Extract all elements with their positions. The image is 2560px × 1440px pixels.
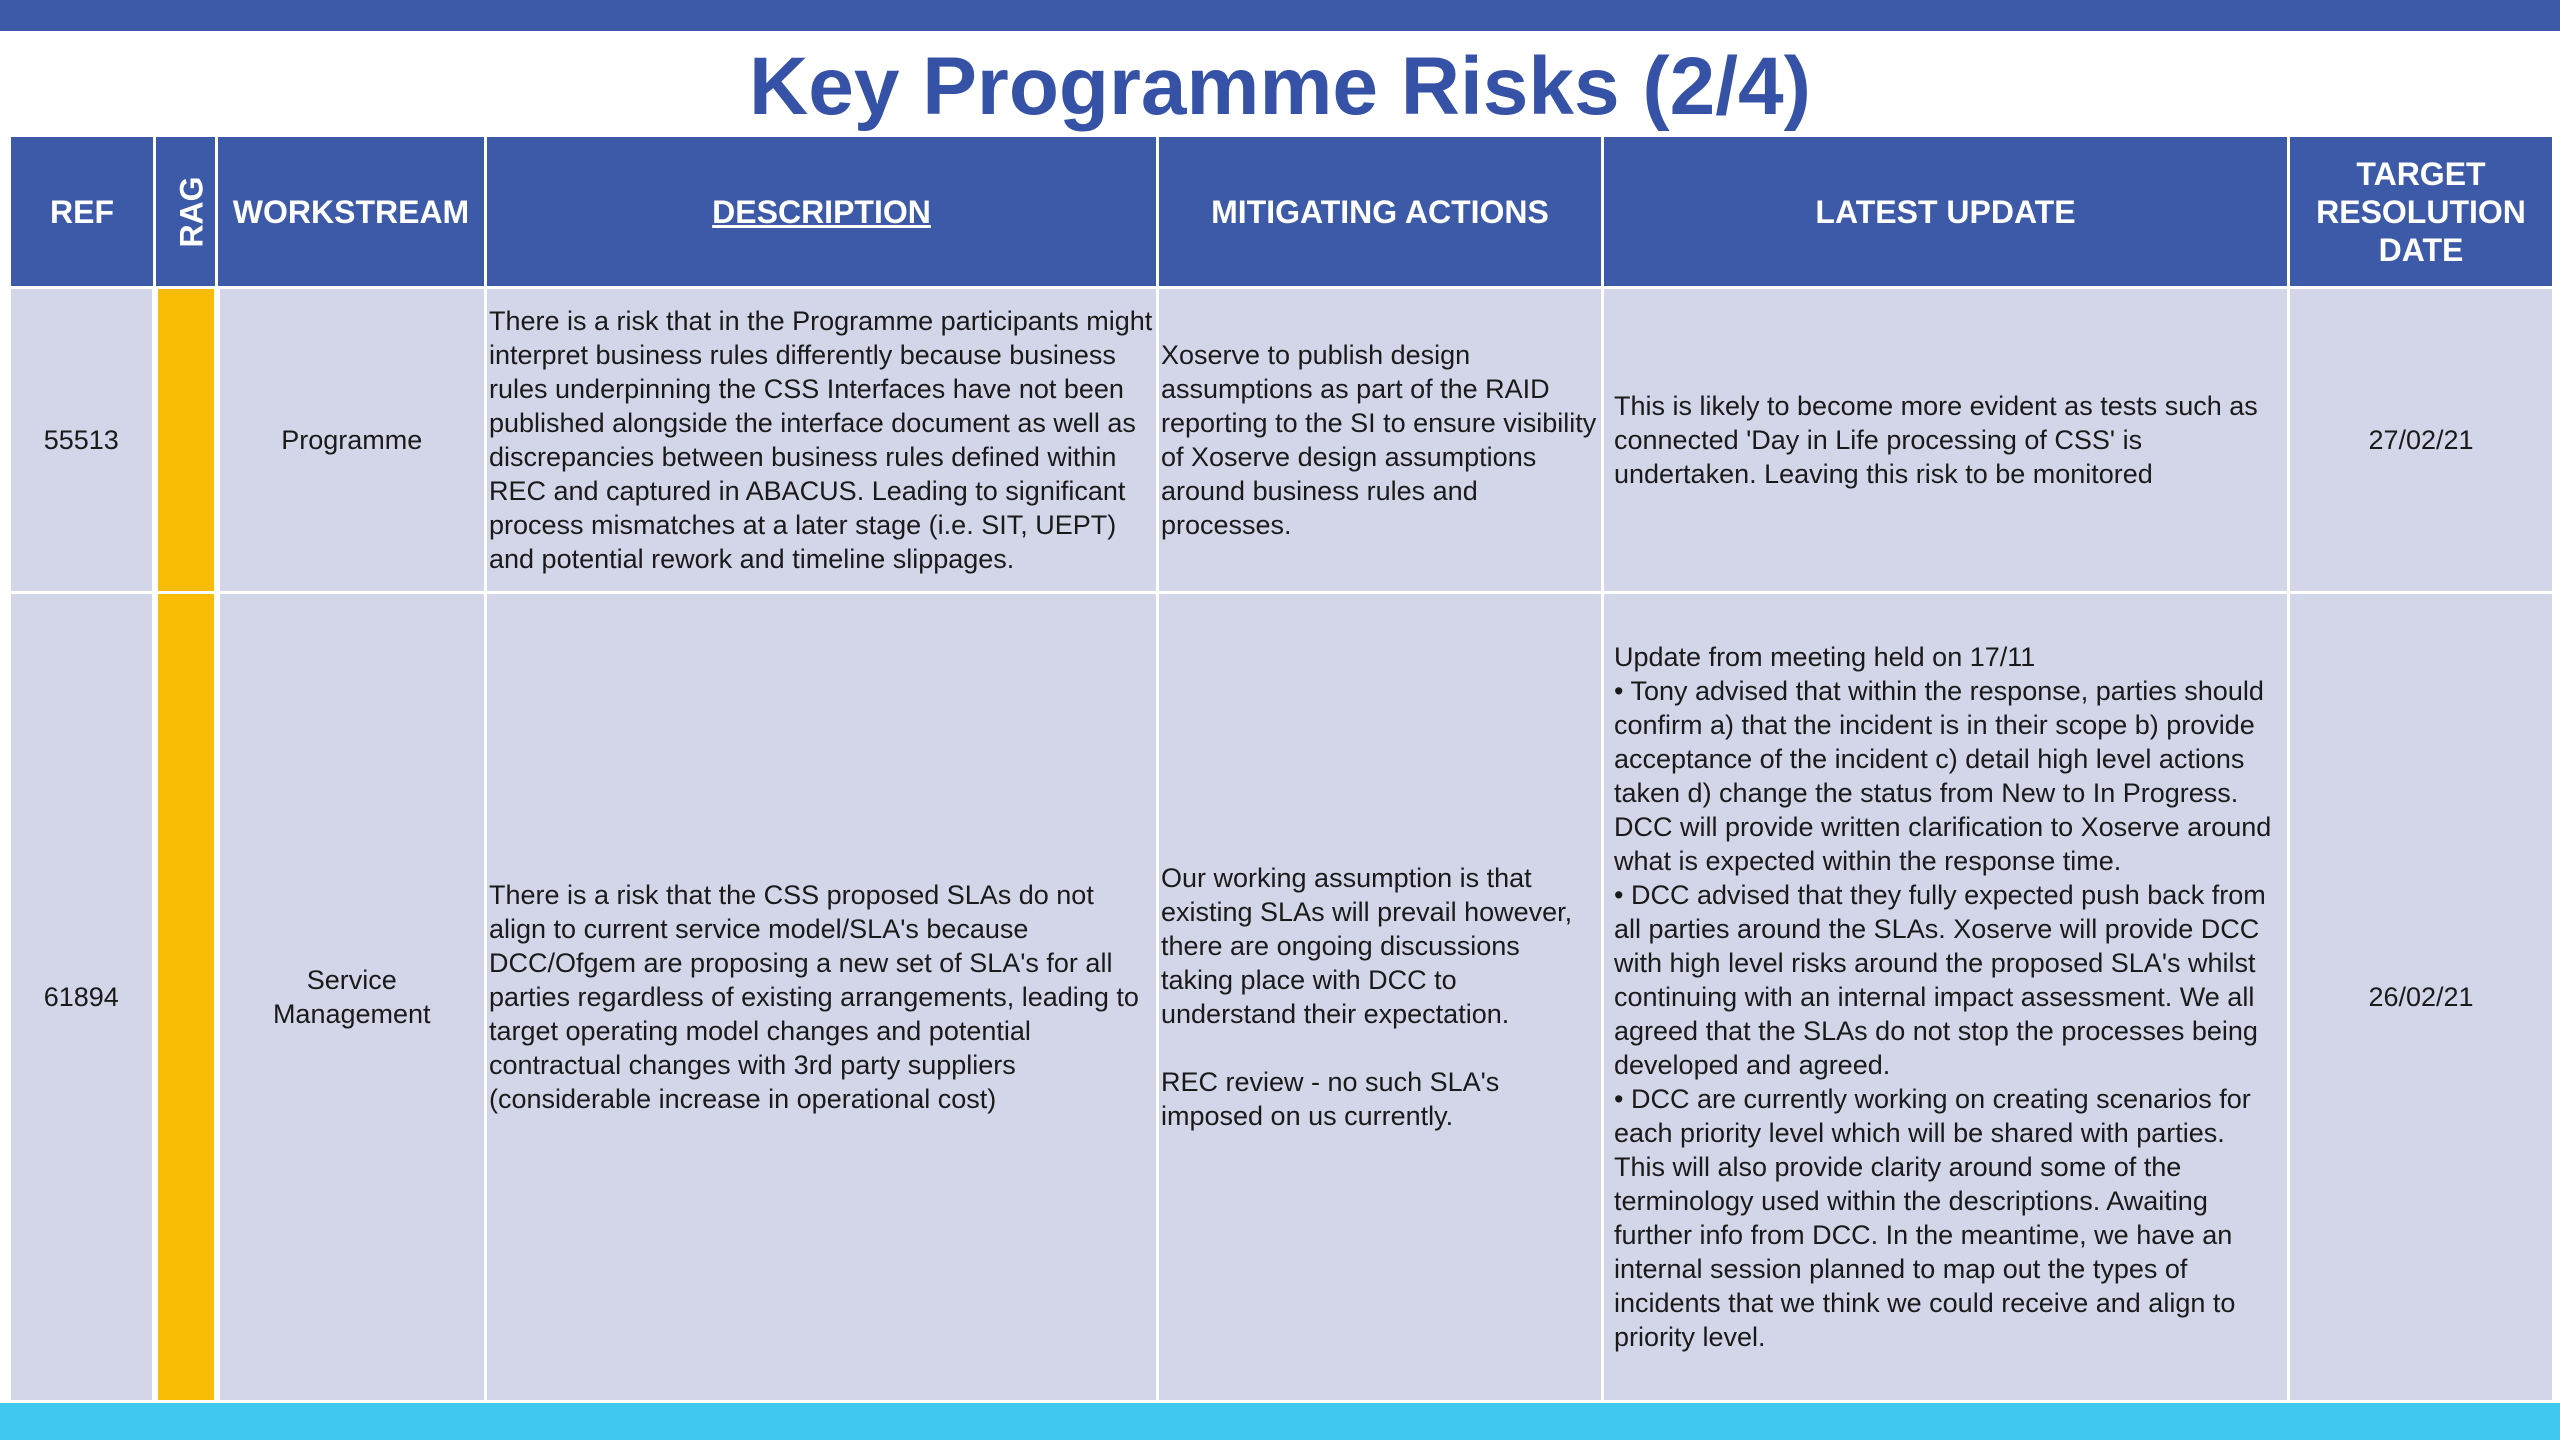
top-banner bbox=[0, 0, 2560, 31]
table-row bbox=[10, 288, 2554, 593]
latest-update-cell bbox=[1603, 593, 2289, 1402]
mitigating-actions-cell bbox=[1158, 593, 1603, 1402]
table-row bbox=[10, 593, 2554, 1402]
description-cell: There is a risk that in the Programme participants might interpret business rules differently because business rules underpinning the CSS Interfaces have not been published alongside the interface document as well as discrepancies between business rules defined within REC and captured in ABACUS. Leading to significant process mismatches at a later stage (i.e. SIT, UEPT) and potential rework and timeline slippages. bbox=[486, 288, 1158, 593]
ref-cell: 61894 bbox=[10, 593, 155, 1402]
mitigating-actions-paragraph: REC review - no such SLA's imposed on us currently. bbox=[1161, 1067, 1500, 1131]
header-latest-update: LATEST UPDATE bbox=[1603, 136, 2289, 288]
latest-update-cell: This is likely to become more evident as tests such as connected 'Day in Life processing of CSS' is undertaken. Leaving this risk to be monitored bbox=[1603, 288, 2289, 593]
risk-table bbox=[8, 134, 2555, 1403]
mitigating-actions-paragraph: Our working assumption is that existing SLAs will prevail however, there are ongoing discussions taking place with DCC to understand their expectation. bbox=[1161, 863, 1573, 1029]
update-bullet: • DCC advised that they fully expected push back from all parties around the SLAs. Xoserve will provide DCC with high level risks around the proposed SLA's whilst continuing with an internal impact assessment. We all agreed that the SLAs do not stop the processes being developed and agreed. bbox=[1614, 880, 2266, 1080]
rag-status-amber bbox=[155, 288, 217, 593]
update-bullet: • DCC are currently working on creating scenarios for each priority level which will be shared with parties. This will also provide clarity around some of the terminology used within the descriptions. Awaiting further info from DCC. In the meantime, we have an internal session planned to map out the types of incidents that we think we could receive and align to priority level. bbox=[1614, 1084, 2251, 1352]
paragraph-spacer bbox=[1161, 1031, 1599, 1065]
header-row bbox=[10, 136, 2554, 288]
workstream-cell: Programme bbox=[217, 288, 486, 593]
update-intro: Update from meeting held on 17/11 bbox=[1614, 642, 2036, 672]
header-workstream: WORKSTREAM bbox=[217, 136, 486, 288]
header-description bbox=[486, 136, 1158, 288]
ref-cell: 55513 bbox=[10, 288, 155, 593]
header-ref: REF bbox=[10, 136, 155, 288]
rag-status-amber bbox=[155, 593, 217, 1402]
header-description-label: DESCRIPTION bbox=[712, 193, 931, 230]
target-date-cell: 27/02/21 bbox=[2289, 288, 2554, 593]
header-rag bbox=[155, 136, 217, 288]
update-bullet: • Tony advised that within the response, parties should confirm a) that the incident is in their scope b) provide acceptance of the incident c) detail high level actions taken d) change the status from New to In Progress. DCC will provide written clarification to Xoserve around what is expected within the response time. bbox=[1614, 676, 2272, 876]
page-title: Key Programme Risks (2/4) bbox=[749, 41, 1811, 132]
header-rag-label: RAG bbox=[173, 175, 210, 248]
workstream-cell: Service Management bbox=[217, 593, 486, 1402]
header-target-resolution-date: TARGET RESOLUTION DATE bbox=[2289, 136, 2554, 288]
header-mitigating-actions: MITIGATING ACTIONS bbox=[1158, 136, 1603, 288]
description-cell: There is a risk that the CSS proposed SLAs do not align to current service model/SLA's because DCC/Ofgem are proposing a new set of SLA's for all parties regardless of existing arrangements, leading to target operating model changes and potential contractual changes with 3rd party suppliers (considerable increase in operational cost) bbox=[486, 593, 1158, 1402]
mitigating-actions-cell: Xoserve to publish design assumptions as part of the RAID reporting to the SI to ensure visibility of Xoserve design assumptions around business rules and processes. bbox=[1158, 288, 1603, 593]
bottom-banner bbox=[0, 1403, 2560, 1440]
target-date-cell: 26/02/21 bbox=[2289, 593, 2554, 1402]
